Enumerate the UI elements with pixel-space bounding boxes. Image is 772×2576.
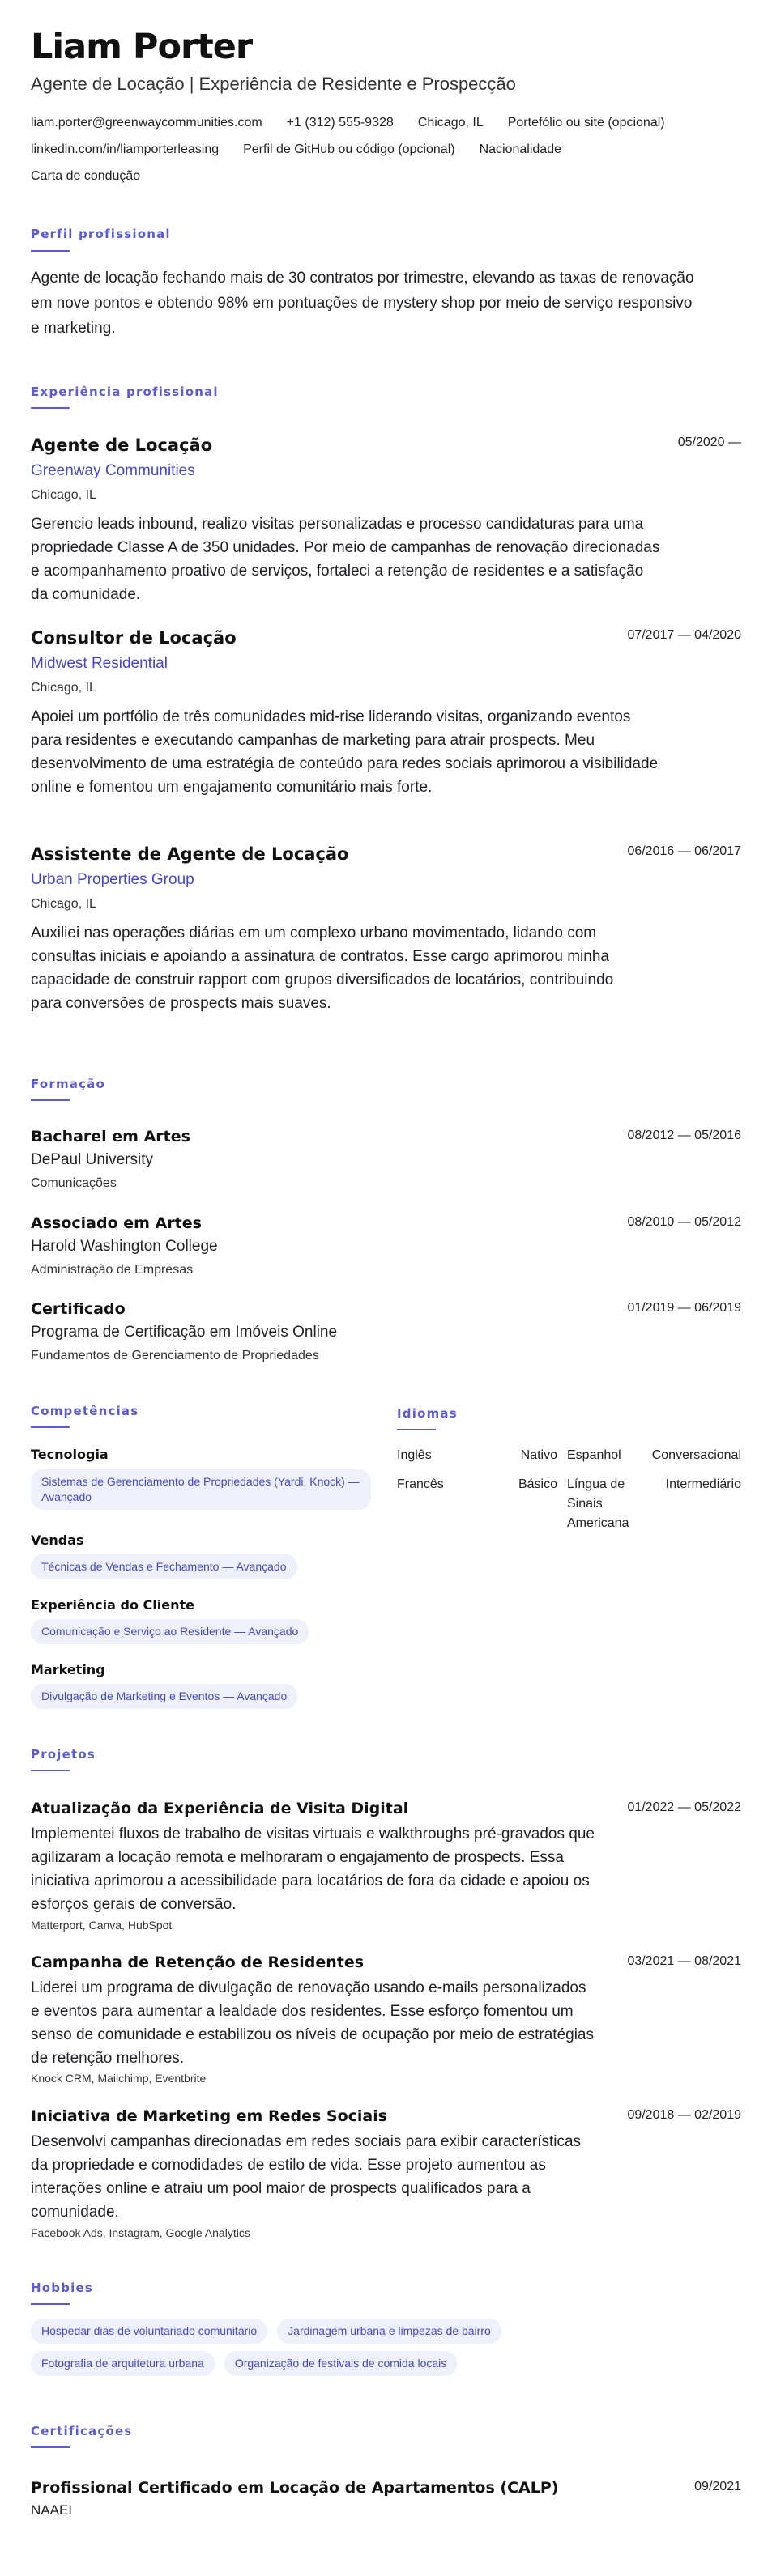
language-name: Francês (397, 1477, 444, 1491)
job-description: Apoiei um portfólio de três comunidades mid-rise liderando visitas, organizando eventos para residentes e executando campanhas de marketing para atrair prospects. Meu desenvolvimento de uma estratégia de conteúdo para redes sociais aprimorou a visibilidade online e fomentou um engajamento comunitário mais forte. (31, 708, 659, 796)
education-dates: 08/2010 — 05/2012 (627, 1215, 741, 1229)
education-degree: Associado em Artes (31, 1214, 202, 1232)
section-title-certifications: Certificações (31, 2424, 133, 2438)
section-rule (31, 2303, 70, 2305)
candidate-headline: Agente de Locação | Experiência de Residente e Prospecção (31, 74, 516, 94)
job-location: Chicago, IL (31, 897, 96, 911)
contact-location: Chicago, IL (417, 116, 484, 130)
certification-title: Profissional Certificado em Locação de Apartamentos (CALP) (31, 2479, 559, 2497)
contact-portfolio[interactable]: Portefólio ou site (opcional) (507, 116, 665, 130)
skill-chip-wrap (31, 1469, 371, 1510)
job-title: Assistente de Agente de Locação (31, 844, 349, 864)
contact-linkedin[interactable]: linkedin.com/in/liamporterleasing (31, 142, 220, 156)
language-level: Básico (518, 1477, 557, 1491)
skill-category: Marketing (31, 1662, 105, 1677)
job-company: Urban Properties Group (31, 871, 194, 888)
hobby-chip: Hospedar dias de voluntariado comunitário (31, 2319, 267, 2344)
language-name: Inglês (397, 1448, 432, 1462)
section-title-experience: Experiência profissional (31, 385, 219, 399)
section-rule (397, 1429, 436, 1430)
education-degree: Bacharel em Artes (31, 1128, 190, 1146)
hobby-chip: Fotografia de arquitetura urbana (31, 2351, 215, 2376)
hobby-chip: Jardinagem urbana e limpezas de bairro (277, 2319, 501, 2344)
education-degree: Certificado (31, 1300, 126, 1318)
job-location: Chicago, IL (31, 681, 96, 695)
skill-chip: Divulgação de Marketing e Eventos — Avançado (31, 1684, 297, 1709)
skill-chip-wrap (31, 1684, 371, 1709)
section-title-skills: Competências (31, 1404, 139, 1418)
project-tools: Matterport, Canva, HubSpot (31, 1919, 173, 1932)
job-title: Agente de Locação (31, 436, 213, 455)
section-rule (31, 2446, 70, 2448)
skill-chip: Comunicação e Serviço ao Residente — Avançado (31, 1619, 309, 1644)
language-level: Conversacional (651, 1448, 741, 1462)
job-location: Chicago, IL (31, 488, 96, 502)
skill-chip: Sistemas de Gerenciamento de Propriedades (Yardi, Knock) — Avançado (31, 1469, 371, 1510)
certification-org: NAAEI (31, 2502, 73, 2518)
section-rule (31, 250, 70, 252)
section-rule (31, 1426, 70, 1428)
education-field: Administração de Empresas (31, 1263, 194, 1277)
language-level: Intermediário (665, 1477, 741, 1491)
skill-category: Experiência do Cliente (31, 1597, 194, 1613)
certification-date: 09/2021 (694, 2480, 741, 2493)
education-school: Harold Washington College (31, 1238, 218, 1255)
project-description: Liderei um programa de divulgação de renovação usando e-mails personalizados e eventos para aumentar a lealdade dos residentes. Esse esforço fomentou um senso de comunidade e estabilizou os níveis de ocupação por meio de estratégias de retenção melhores. (31, 1979, 594, 2067)
section-title-hobbies: Hobbies (31, 2281, 93, 2295)
contact-row-2 (31, 142, 561, 157)
contact-github[interactable]: Perfil de GitHub ou código (opcional) (243, 142, 455, 156)
skill-chip-wrap (31, 1619, 371, 1644)
contact-phone[interactable]: +1 (312) 555-9328 (286, 116, 394, 130)
contact-nationality: Nacionalidade (479, 142, 561, 156)
contact-row-1 (31, 116, 665, 130)
section-rule (31, 1770, 70, 1771)
section-title-languages: Idiomas (397, 1406, 458, 1421)
section-title-projects: Projetos (31, 1747, 96, 1762)
project-dates: 01/2022 — 05/2022 (627, 1800, 741, 1814)
project-dates: 03/2021 — 08/2021 (627, 1954, 741, 1968)
project-title: Atualização da Experiência de Visita Digital (31, 1800, 409, 1817)
project-title: Iniciativa de Marketing em Redes Sociais (31, 2107, 388, 2125)
language-level: Nativo (520, 1448, 557, 1462)
language-name: Espanhol (567, 1448, 621, 1462)
section-title-education: Formação (31, 1077, 106, 1091)
education-field: Comunicações (31, 1176, 117, 1190)
education-school: DePaul University (31, 1151, 153, 1168)
project-tools: Facebook Ads, Instagram, Google Analytics (31, 2226, 250, 2239)
hobby-chip: Organização de festivais de comida locais (224, 2351, 457, 2376)
candidate-name: Liam Porter (31, 27, 253, 67)
job-dates: 05/2020 — (677, 436, 741, 449)
job-dates: 07/2017 — 04/2020 (627, 628, 741, 642)
job-description: Gerencio leads inbound, realizo visitas personalizadas e processo candidaturas para uma propriedade Classe A de 350 unidades. Por meio de campanhas de renovação direcionadas e acompanhamento proativo de serviços, fortaleci a retenção de residentes e a satisfação da comunidade. (31, 516, 660, 603)
project-description: Desenvolvi campanhas direcionadas em redes sociais para exibir características da propriedade e comodidades de estilo de vida. Esse projeto aumentou as interações online e atraiu um pool maior de prospects qualificados para a comunidade. (31, 2133, 582, 2221)
language-name: Língua de Sinais Americana (567, 1477, 629, 1530)
project-title: Campanha de Retenção de Residentes (31, 1953, 365, 1971)
section-rule (31, 407, 70, 409)
contact-email[interactable]: liam.porter@greenwaycommunities.com (31, 116, 262, 130)
education-school: Programa de Certificação em Imóveis Online (31, 1324, 338, 1341)
hobby-row (31, 2319, 501, 2344)
skill-category: Vendas (31, 1532, 84, 1548)
job-company: Midwest Residential (31, 655, 168, 672)
section-rule (31, 1099, 70, 1101)
education-field: Fundamentos de Gerenciamento de Propriedades (31, 1349, 319, 1362)
hobby-row (31, 2351, 457, 2376)
job-title: Consultor de Locação (31, 628, 237, 648)
skill-chip: Técnicas de Vendas e Fechamento — Avançado (31, 1554, 297, 1579)
contact-driving-license: Carta de condução (31, 169, 141, 183)
education-dates: 08/2012 — 05/2016 (627, 1129, 741, 1142)
project-tools: Knock CRM, Mailchimp, Eventbrite (31, 2072, 207, 2085)
project-dates: 09/2018 — 02/2019 (627, 2108, 741, 2122)
section-title-profile: Perfil profissional (31, 227, 171, 241)
job-dates: 06/2016 — 06/2017 (627, 844, 741, 858)
project-description: Implementei fluxos de trabalho de visitas virtuais e walkthroughs pré-gravados que agilizaram a locação remota e melhoraram o engajamento de prospects. Essa iniciativa aprimorou a acessibilidade para locatários de fora da cidade e apoiou os esforços gerais de conversão. (31, 1826, 595, 1913)
skill-category: Tecnologia (31, 1447, 109, 1462)
job-company: Greenway Communities (31, 462, 195, 479)
profile-summary: Agente de locação fechando mais de 30 contratos por trimestre, elevando as taxas de renovação em nove pontos e obtendo 98% em pontuações de mystery shop por meio de serviço responsivo e marketing. (31, 270, 694, 337)
skill-chip-wrap (31, 1554, 371, 1579)
education-dates: 01/2019 — 06/2019 (627, 1301, 741, 1315)
job-description: Auxiliei nas operações diárias em um complexo urbano movimentado, lidando com consultas iniciais e apoiando a assinatura de contratos. Esse cargo aprimorou minha capacidade de construir rapport com grupos diversificados de locatários, contribuindo para conversões de prospects mais suaves. (31, 925, 614, 1012)
contact-row-3 (31, 169, 140, 184)
